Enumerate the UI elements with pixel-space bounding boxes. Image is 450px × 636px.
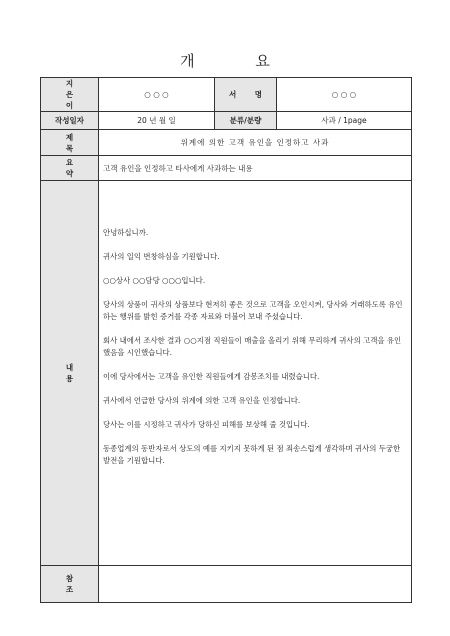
content-paragraph: 회사 내에서 조사한 결과 ○○지점 직원들이 매출을 올리기 위해 무리하게 귀사의 고객을 유인했음을 시인했습니다. [103,336,402,357]
reference-label: 참 조 [41,566,99,603]
date-label: 작성일자 [41,112,99,130]
date-value: 20 년 월 일 [99,112,215,130]
content-paragraph: 귀사의 일익 번창하심을 기원합니다. [103,252,220,261]
reference-value [99,566,412,603]
signature-label: 서 명 [215,78,277,112]
content-row [41,181,412,566]
document-table [40,77,412,603]
page-title: 개 요 [180,52,298,70]
date-row [41,112,412,130]
summary-row [41,156,412,181]
author-label: 지 은 이 [41,78,99,112]
content-paragraph: 귀사에서 언급한 당사의 위계에 의한 고객 유인을 인정합니다. [103,396,301,405]
summary-label: 요 약 [41,156,99,181]
reference-row [41,566,412,603]
author-value: ○ ○ ○ [99,78,215,112]
category-value: 사과 / 1page [277,112,412,130]
summary-value: 고객 유인을 인정하고 타사에게 사과하는 내용 [99,156,412,181]
subject-row [41,130,412,156]
content-text [99,181,411,467]
subject-value: 위계에 의한 고객 유인을 인정하고 사과 [99,130,412,156]
author-row [41,78,412,112]
content-body [99,181,412,566]
content-label: 내 용 [41,181,99,566]
content-paragraph: 당사는 이를 시정하고 귀사가 당하신 피해를 보상해 줄 것입니다. [103,420,310,429]
content-paragraph: 당사의 상품이 귀사의 상품보다 현저히 좋은 것으로 고객을 오인시켜, 당사와 거래하도록 유인하는 행위를 밝힌 증거를 각종 자료와 더불어 보내 주셨습니다. [103,300,403,321]
signature-value: ○ ○ ○ [277,78,412,112]
subject-label: 제 목 [41,130,99,156]
content-paragraph: 안녕하십니까. [103,228,149,237]
content-paragraph: 동종업계의 동반자로서 상도의 예를 지키지 못하게 된 점 죄송스럽게 생각하며 귀사의 두궁한 발전을 기원합니다. [103,444,401,465]
content-paragraph: 이에 당사에서는 고객을 유인한 직원들에게 감봉조치를 내렸습니다. [103,372,320,381]
category-label: 분류/분량 [215,112,277,130]
content-paragraph: ○○상사 ○○담당 ○○○입니다. [103,276,206,285]
